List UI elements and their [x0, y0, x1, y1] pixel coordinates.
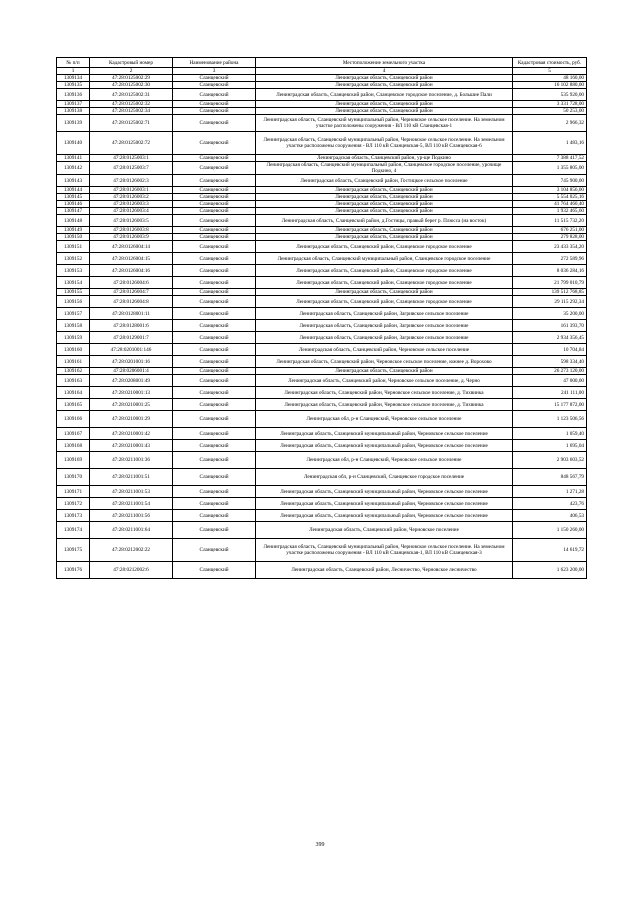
district-name: Сланцевский — [173, 539, 256, 562]
cadastral-number: 47:28:0128001:11 — [90, 308, 173, 320]
location: Ленинградская область, Сланцевский район — [256, 75, 513, 82]
row-number: 1309159 — [57, 332, 90, 344]
cadastral-number: 47:28:0210001:29 — [90, 411, 173, 428]
cadastral-number: 47:28:0125002:34 — [90, 108, 173, 115]
table-row — [57, 187, 587, 194]
cadastral-number: 47:28:0126003:1 — [90, 187, 173, 194]
row-number: 1309154 — [57, 277, 90, 289]
location: Ленинградская область, Сланцевский район, Черновское сельское поселение, южнее д. Ворохово — [256, 356, 513, 368]
cadastral-cost: 745 900,00 — [513, 175, 587, 187]
cadastral-cost: 272 589,96 — [513, 253, 587, 265]
district-name: Сланцевский — [173, 452, 256, 469]
location: Ленинградская область, Сланцевский район — [256, 187, 513, 194]
row-number: 1309146 — [57, 201, 90, 208]
district-name: Сланцевский — [173, 108, 256, 115]
cadastral-cost: 3 104 856,00 — [513, 187, 587, 194]
row-number: 1309149 — [57, 227, 90, 234]
location: Ленинградская область, Сланцевский район — [256, 208, 513, 215]
location: Ленинградская область, Сланцевский муниципальный район, Черновское сельское поселение. На земельном участке расположены сооружения - ВЛ 110 кВ Сланцевская-1 — [256, 115, 513, 132]
district-name: Сланцевский — [173, 201, 256, 208]
row-number: 1309145 — [57, 194, 90, 201]
district-name: Сланцевский — [173, 101, 256, 108]
row-number: 1309151 — [57, 241, 90, 253]
location: Ленинградская область, Сланцевский район — [256, 201, 513, 208]
row-number: 1309164 — [57, 387, 90, 399]
cadastral-cost: 1 271,28 — [513, 486, 587, 498]
cadastral-cost: 48 160,00 — [513, 75, 587, 82]
cadastral-cost: 139 512 768,85 — [513, 289, 587, 296]
table-row — [57, 399, 587, 411]
row-number: 1309174 — [57, 522, 90, 539]
cadastral-cost: 535 920,00 — [513, 89, 587, 101]
district-name: Сланцевский — [173, 440, 256, 452]
cadastral-number: 47:28:0126004:15 — [90, 253, 173, 265]
location: Ленинградская область, Сланцевский муниципальный район, Черновское сельское поселение — [256, 440, 513, 452]
table-row — [57, 155, 587, 162]
cadastral-number: 47:28:0126003:9 — [90, 234, 173, 241]
cadastral-cost: 848 567,79 — [513, 469, 587, 486]
cadastral-number: 47:28:0210001:42 — [90, 428, 173, 440]
header-row — [57, 58, 587, 68]
district-name: Сланцевский — [173, 399, 256, 411]
table-row — [57, 89, 587, 101]
table-row — [57, 227, 587, 234]
column-index: 1 — [57, 68, 90, 75]
table-row — [57, 289, 587, 296]
cadastral-cost: 676 251,00 — [513, 227, 587, 234]
location: Ленинградская область, Сланцевский район, Сланцевское городское поселение — [256, 241, 513, 253]
column-index: 4 — [256, 68, 513, 75]
row-number: 1309142 — [57, 162, 90, 175]
table-row — [57, 175, 587, 187]
cadastral-cost: 279 828,00 — [513, 234, 587, 241]
location: Ленинградская область, Сланцевский район, Сланцевское городское поселение — [256, 296, 513, 308]
cadastral-cost: 598 334,40 — [513, 356, 587, 368]
row-number: 1309155 — [57, 289, 90, 296]
cadastral-number: 47:28:0126003:3 — [90, 201, 173, 208]
cadastral-cost: 1 695,04 — [513, 440, 587, 452]
table-row — [57, 162, 587, 175]
location: Ленинградская область, Сланцевский район, Загривское сельское поселение — [256, 332, 513, 344]
row-number: 1309165 — [57, 399, 90, 411]
district-name: Сланцевский — [173, 320, 256, 332]
table-row — [57, 296, 587, 308]
table-row — [57, 539, 587, 562]
row-number: 1309176 — [57, 562, 90, 579]
cadastral-cost: 1 623 200,00 — [513, 562, 587, 579]
cadastral-cost: 423,76 — [513, 498, 587, 510]
cadastral-number: 47:28:0208001:49 — [90, 375, 173, 387]
location: Ленинградская область, Сланцевский муниципальный район, Черновское сельское поселение. На земельном участке расположены сооружения - ВЛ 110 кВ Сланцевская-1, ВЛ 110 кВ Сланцевская-3 — [256, 539, 513, 562]
table-row — [57, 344, 587, 356]
location: Ленинградская область, Сланцевский район, Сланцевское городское поселение — [256, 277, 513, 289]
cadastral-number: 47:28:0126004:8 — [90, 296, 173, 308]
cadastral-cost: 1 123 506,56 — [513, 411, 587, 428]
cadastral-cost: 7 388 417,52 — [513, 155, 587, 162]
district-name: Сланцевский — [173, 75, 256, 82]
cadastral-number: 47:28:0201001:16 — [90, 356, 173, 368]
row-number: 1309166 — [57, 411, 90, 428]
cadastral-cost: 1 932 465,60 — [513, 208, 587, 215]
row-number: 1309167 — [57, 428, 90, 440]
row-number: 1309150 — [57, 234, 90, 241]
row-number: 1309152 — [57, 253, 90, 265]
district-name: Сланцевский — [173, 115, 256, 132]
table-row — [57, 387, 587, 399]
location: Ленинградская область, Сланцевский муниципальный район, Черновское сельское поселение. На земельном участке расположены сооружения - ВЛ 110 кВ Сланцевская-5, ВЛ 110 кВ Сланцевская-6 — [256, 132, 513, 155]
location: Ленинградская обл, р-н Сланцевский, Сланцевское городское поселение — [256, 469, 513, 486]
location: Ленинградская область, Сланцевский район, Лесничество, Черновское лесничество — [256, 562, 513, 579]
table-row — [57, 498, 587, 510]
row-number: 1309148 — [57, 215, 90, 227]
cadastral-cost: 2 966,32 — [513, 115, 587, 132]
location: Ленинградская область, Сланцевский муниципальный район, Черновское сельское поселение — [256, 428, 513, 440]
district-name: Сланцевский — [173, 344, 256, 356]
cadastral-number: 47:28:0126003:2 — [90, 194, 173, 201]
cadastral-cost: 10 704,84 — [513, 344, 587, 356]
row-number: 1309141 — [57, 155, 90, 162]
table-row — [57, 208, 587, 215]
district-name: Сланцевский — [173, 332, 256, 344]
table-row — [57, 440, 587, 452]
table-row — [57, 234, 587, 241]
table-row — [57, 510, 587, 522]
district-name: Сланцевский — [173, 89, 256, 101]
district-name: Сланцевский — [173, 187, 256, 194]
cadastral-number: 47:28:0206001:4 — [90, 368, 173, 375]
table-row — [57, 452, 587, 469]
cadastral-number: 47:28:0125003:7 — [90, 162, 173, 175]
cadastral-number: 47:28:0212002:22 — [90, 539, 173, 562]
cadastral-number: 47:28:0126002:3 — [90, 175, 173, 187]
table-row — [57, 375, 587, 387]
table-row — [57, 253, 587, 265]
row-number: 1309143 — [57, 175, 90, 187]
location: Ленинградская область, Сланцевский район, Черновское поселение — [256, 522, 513, 539]
cadastral-cost: 47 000,00 — [513, 375, 587, 387]
location: Ленинградская область, Сланцевский муниципальный район, Черновское сельское поселение — [256, 486, 513, 498]
header-cost: Кадастровая стоимость, руб. — [513, 58, 587, 68]
location: Ленинградская область, Сланцевский муниципальный район, Сланцевское городское поселение, урочище Подкино, 4 — [256, 162, 513, 175]
district-name: Сланцевский — [173, 308, 256, 320]
table-row — [57, 277, 587, 289]
cadastral-cost: 11 515 732,20 — [513, 215, 587, 227]
table-row — [57, 368, 587, 375]
cadastral-number: 47:28:0126004:14 — [90, 241, 173, 253]
cadastral-number: 47:28:0211001:64 — [90, 522, 173, 539]
table-row — [57, 215, 587, 227]
location: Ленинградская область, Сланцевский район — [256, 194, 513, 201]
header-district: Наименование района — [173, 58, 256, 68]
location: Ленинградская область, Сланцевский район — [256, 368, 513, 375]
location: Ленинградская область, Сланцевский район, Черновское сельское поселение, д. Черно — [256, 375, 513, 387]
district-name: Сланцевский — [173, 375, 256, 387]
row-number: 1309160 — [57, 344, 90, 356]
district-name: Сланцевский — [173, 215, 256, 227]
table-row — [57, 115, 587, 132]
table-row — [57, 194, 587, 201]
cadastral-number: 47:28:0125002:29 — [90, 75, 173, 82]
row-number: 1309171 — [57, 486, 90, 498]
location: Ленинградская область, Сланцевский район, Черновское сельское поселение, д. Тихвинка — [256, 399, 513, 411]
cadastral-number: 47:28:0210001:43 — [90, 440, 173, 452]
page-number: 399 — [315, 842, 325, 848]
district-name: Сланцевский — [173, 234, 256, 241]
location: Ленинградская область, Сланцевский район — [256, 101, 513, 108]
cadastral-number: 47:28:0211001:36 — [90, 452, 173, 469]
district-name: Сланцевский — [173, 241, 256, 253]
row-number: 1309161 — [57, 356, 90, 368]
cadastral-cost: 5 554 025,16 — [513, 194, 587, 201]
location: Ленинградская область, Сланцевский муниципальный район, Черновское сельское поселение — [256, 498, 513, 510]
cadastral-number: 47:28:0125002:71 — [90, 115, 173, 132]
cadastral-number: 47:28:0125002:30 — [90, 82, 173, 89]
row-number: 1309158 — [57, 320, 90, 332]
district-name: Сланцевский — [173, 194, 256, 201]
cadastral-cost: 1 059,40 — [513, 428, 587, 440]
cadastral-cost: 8 036 284,16 — [513, 265, 587, 277]
row-number: 1309139 — [57, 115, 90, 132]
district-name: Сланцевский — [173, 486, 256, 498]
table-row — [57, 265, 587, 277]
table-row — [57, 132, 587, 155]
district-name: Сланцевский — [173, 428, 256, 440]
cadastral-number: 47:28:0125002:31 — [90, 89, 173, 101]
district-name: Сланцевский — [173, 175, 256, 187]
table-row — [57, 356, 587, 368]
table-row — [57, 469, 587, 486]
location: Ленинградская область, Сланцевский район, Черновское сельское поселение, д. Тихвинка — [256, 387, 513, 399]
row-number: 1309136 — [57, 89, 90, 101]
cadastral-number: 47:28:0211001:51 — [90, 469, 173, 486]
cadastral-number: 47:28:0128001:6 — [90, 320, 173, 332]
cadastral-number: 47:28:0211001:53 — [90, 486, 173, 498]
cadastral-number: 47:28:0126003:5 — [90, 215, 173, 227]
table-row — [57, 241, 587, 253]
table-row — [57, 522, 587, 539]
location: Ленинградская область, Сланцевский район, Сланцевское городское поселение, д. Большие Пали — [256, 89, 513, 101]
row-number: 1309144 — [57, 187, 90, 194]
row-number: 1309153 — [57, 265, 90, 277]
row-number: 1309134 — [57, 75, 90, 82]
location: Ленинградская область, Сланцевский район, Загривское сельское поселение — [256, 308, 513, 320]
district-name: Сланцевский — [173, 253, 256, 265]
cadastral-cost: 2 934 356,45 — [513, 332, 587, 344]
district-name: Сланцевский — [173, 155, 256, 162]
district-name: Сланцевский — [173, 162, 256, 175]
cadastral-number: 47:28:0125002:72 — [90, 132, 173, 155]
table-row — [57, 320, 587, 332]
district-name: Сланцевский — [173, 522, 256, 539]
district-name: Сланцевский — [173, 510, 256, 522]
cadastral-number: 47:28:0211001:54 — [90, 498, 173, 510]
location: Ленинградская область, Сланцевский муниципальный район, Сланцевское городское поселение — [256, 253, 513, 265]
cadastral-number: 47:28:0126003:8 — [90, 227, 173, 234]
cadastral-number: 47:28:0210001:25 — [90, 399, 173, 411]
cadastral-cost: 16 102 880,00 — [513, 82, 587, 89]
cadastral-cost: 241 111,00 — [513, 387, 587, 399]
table-row — [57, 486, 587, 498]
row-number: 1309137 — [57, 101, 90, 108]
cadastral-cost: 2 903 603,52 — [513, 452, 587, 469]
cadastral-cost: 23 433 354,20 — [513, 241, 587, 253]
district-name: Сланцевский — [173, 368, 256, 375]
cadastral-number: 47:28:0201001:146 — [90, 344, 173, 356]
district-name: Сланцевский — [173, 289, 256, 296]
column-index-row — [57, 68, 587, 75]
location: Ленинградская область, Сланцевский район, Загривское сельское поселение — [256, 320, 513, 332]
district-name: Сланцевский — [173, 277, 256, 289]
district-name: Сланцевский — [173, 411, 256, 428]
district-name: Сланцевский — [173, 562, 256, 579]
location: Ленинградская область, Сланцевский район, д.Гостицы, правый берег р. Плюсса (на восток) — [256, 215, 513, 227]
location: Ленинградская обл, р-н Сланцевский, Черновское сельское поселение — [256, 411, 513, 428]
header-location: Местоположение земельного участка — [256, 58, 513, 68]
cadastral-number: 47:28:0125002:32 — [90, 101, 173, 108]
table-row — [57, 75, 587, 82]
cadastral-cost: 29 115 292,34 — [513, 296, 587, 308]
cadastral-cost: 3 331 728,00 — [513, 101, 587, 108]
cadastral-cost: 15 177 872,00 — [513, 399, 587, 411]
header-cadastral-number: Кадастровый номер — [90, 58, 173, 68]
location: Ленинградская область, Сланцевский район, Гостицкое сельское поселение — [256, 175, 513, 187]
cadastral-cost: 35 200,00 — [513, 308, 587, 320]
row-number: 1309135 — [57, 82, 90, 89]
cadastral-cost: 161 393,70 — [513, 320, 587, 332]
header-number: № п/п — [57, 58, 90, 68]
row-number: 1309173 — [57, 510, 90, 522]
location: Ленинградская область, Сланцевский район — [256, 234, 513, 241]
table-row — [57, 428, 587, 440]
row-number: 1309140 — [57, 132, 90, 155]
cadastral-cost: 41 764 460,40 — [513, 201, 587, 208]
location: Ленинградская область, Сланцевский район, ур-ще Подкино — [256, 155, 513, 162]
cadastral-table — [56, 57, 587, 579]
location: Ленинградская область, Сланцевский район, Черновское сельское поселение — [256, 344, 513, 356]
location: Ленинградская область, Сланцевский район — [256, 289, 513, 296]
district-name: Сланцевский — [173, 265, 256, 277]
cadastral-cost: 50 253,00 — [513, 108, 587, 115]
district-name: Сланцевский — [173, 227, 256, 234]
location: Ленинградская область, Сланцевский муниципальный район, Черновское сельское поселение — [256, 510, 513, 522]
cadastral-number: 47:28:0210001:13 — [90, 387, 173, 399]
row-number: 1309156 — [57, 296, 90, 308]
district-name: Сланцевский — [173, 498, 256, 510]
row-number: 1309172 — [57, 498, 90, 510]
district-name: Сланцевский — [173, 132, 256, 155]
cadastral-number: 47:28:0126003:4 — [90, 208, 173, 215]
cadastral-cost: 26 273 120,00 — [513, 368, 587, 375]
row-number: 1309138 — [57, 108, 90, 115]
cadastral-number: 47:28:0126004:6 — [90, 277, 173, 289]
cadastral-cost: 1 483,16 — [513, 132, 587, 155]
location: Ленинградская область, Сланцевский район — [256, 108, 513, 115]
cadastral-number: 47:28:0129001:7 — [90, 332, 173, 344]
location: Ленинградская область, Сланцевский район, Сланцевское городское поселение — [256, 265, 513, 277]
table-row — [57, 562, 587, 579]
location: Ленинградская область, Сланцевский район — [256, 82, 513, 89]
cadastral-cost: 1 355 805,00 — [513, 162, 587, 175]
cadastral-number: 47:28:0126004:7 — [90, 289, 173, 296]
row-number: 1309175 — [57, 539, 90, 562]
table-row — [57, 411, 587, 428]
cadastral-cost: 406,53 — [513, 510, 587, 522]
row-number: 1309147 — [57, 208, 90, 215]
row-number: 1309163 — [57, 375, 90, 387]
table-row — [57, 108, 587, 115]
cadastral-cost: 21 799 010,79 — [513, 277, 587, 289]
column-index: 3 — [173, 68, 256, 75]
table-row — [57, 201, 587, 208]
row-number: 1309168 — [57, 440, 90, 452]
district-name: Сланцевский — [173, 82, 256, 89]
district-name: Сланцевский — [173, 387, 256, 399]
table-row — [57, 82, 587, 89]
row-number: 1309170 — [57, 469, 90, 486]
table-row — [57, 308, 587, 320]
table-row — [57, 332, 587, 344]
row-number: 1309169 — [57, 452, 90, 469]
location: Ленинградская область, Сланцевский район — [256, 227, 513, 234]
cadastral-cost: 14 619,72 — [513, 539, 587, 562]
district-name: Сланцевский — [173, 208, 256, 215]
cadastral-cost: 1 150 260,00 — [513, 522, 587, 539]
district-name: Сланцевский — [173, 356, 256, 368]
district-name: Сланцевский — [173, 469, 256, 486]
table-row — [57, 101, 587, 108]
column-index: 2 — [90, 68, 173, 75]
cadastral-number: 47:28:0126004:16 — [90, 265, 173, 277]
column-index: 5 — [513, 68, 587, 75]
row-number: 1309162 — [57, 368, 90, 375]
location: Ленинградская обл, р-н Сланцевский, Черновское сельское поселение — [256, 452, 513, 469]
district-name: Сланцевский — [173, 296, 256, 308]
cadastral-number: 47:28:0211001:56 — [90, 510, 173, 522]
cadastral-number: 47:28:0125003:1 — [90, 155, 173, 162]
row-number: 1309157 — [57, 308, 90, 320]
cadastral-number: 47:28:0212002:6 — [90, 562, 173, 579]
